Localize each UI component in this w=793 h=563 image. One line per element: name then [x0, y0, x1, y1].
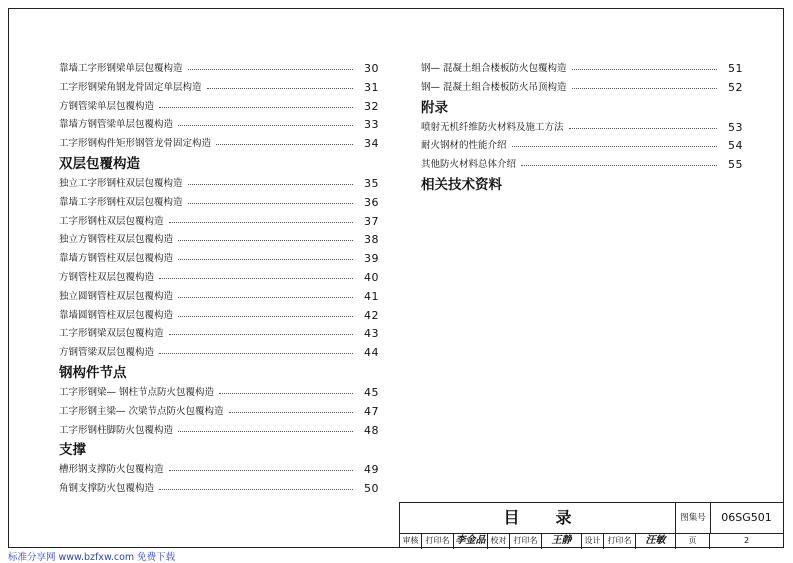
section-heading: 附录 — [421, 99, 448, 116]
design-label: 设计 — [582, 533, 604, 549]
toc-entry-page: 42 — [364, 308, 379, 322]
dot-leader — [572, 79, 717, 89]
toc-entry-title: 工字形钢柱双层包覆构造 — [59, 213, 167, 232]
title-block-signature-row — [400, 533, 783, 549]
toc-entry-title: 方钢管梁单层包覆构造 — [59, 98, 157, 117]
toc-entry-title: 槽形钢支撑防火包覆构造 — [59, 461, 167, 480]
toc-entry[interactable] — [59, 213, 379, 232]
toc-entry[interactable] — [421, 79, 743, 98]
dot-leader — [219, 384, 353, 394]
toc-entry[interactable] — [421, 156, 743, 175]
toc-entry-title: 靠墙方钢管梁单层包覆构造 — [59, 116, 176, 135]
dot-leader — [229, 403, 353, 413]
toc-entry-page: 35 — [364, 176, 379, 190]
toc-entry-title: 工字形钢主梁— 次梁节点防火包覆构造 — [59, 403, 227, 422]
toc-entry-title: 钢— 混凝土组合楼板防火吊顶构造 — [421, 79, 570, 98]
dot-leader — [178, 116, 353, 126]
toc-entry-page: 40 — [364, 270, 379, 284]
toc-entry-page: 32 — [364, 99, 379, 113]
toc-entry[interactable] — [59, 250, 379, 269]
toc-entry[interactable] — [421, 60, 743, 79]
toc-entry-title: 钢— 混凝土组合楼板防火包覆构造 — [421, 60, 570, 79]
toc-entry-title: 工字形钢梁双层包覆构造 — [59, 325, 167, 344]
toc-entry-page: 39 — [364, 252, 379, 266]
check-label: 校对 — [488, 533, 510, 549]
toc-entry[interactable] — [421, 119, 743, 138]
toc-entry-page: 44 — [364, 346, 379, 360]
dot-leader — [188, 60, 353, 70]
toc-entry-page: 53 — [728, 120, 743, 134]
toc-entry[interactable] — [59, 461, 379, 480]
toc-entry-title: 独立圆钢管柱双层包覆构造 — [59, 288, 176, 307]
dot-leader — [178, 250, 353, 260]
toc-entry[interactable] — [59, 403, 379, 422]
toc-entry-page: 54 — [728, 139, 743, 153]
toc-entry-title: 其他防火材料总体介绍 — [421, 156, 519, 175]
toc-entry[interactable] — [421, 137, 743, 156]
toc-entry[interactable] — [59, 288, 379, 307]
toc-entry-page: 55 — [728, 158, 743, 172]
toc-entry-page: 41 — [364, 289, 379, 303]
dot-leader — [188, 175, 353, 185]
toc-entry-title: 角钢支撑防火包覆构造 — [59, 480, 157, 499]
toc-entry-page: 49 — [364, 463, 379, 477]
footer-watermark[interactable]: 标准分享网 www.bzfxw.com 免费下载 — [8, 552, 176, 563]
review-print-name: 打印名 — [422, 533, 454, 549]
toc-entry[interactable] — [59, 344, 379, 363]
atlas-number-label: 图集号 — [676, 503, 711, 533]
toc-entry-page: 34 — [364, 137, 379, 151]
toc-entry-page: 36 — [364, 195, 379, 209]
toc-entry-page: 43 — [364, 327, 379, 341]
toc-entry-page: 37 — [364, 214, 379, 228]
toc-entry-title: 靠墙工字形钢柱双层包覆构造 — [59, 194, 186, 213]
toc-left-column — [59, 60, 379, 499]
section-heading: 支撑 — [59, 442, 86, 459]
toc-entry[interactable] — [59, 325, 379, 344]
dot-leader — [178, 231, 353, 241]
toc-entry-page: 31 — [364, 80, 379, 94]
toc-entry-page: 33 — [364, 118, 379, 132]
dot-leader — [178, 288, 353, 298]
toc-entry-page: 47 — [364, 404, 379, 418]
toc-entry-page: 48 — [364, 423, 379, 437]
toc-entry[interactable] — [59, 480, 379, 499]
toc-entry[interactable] — [59, 60, 379, 79]
toc-entry[interactable] — [59, 194, 379, 213]
toc-entry-title: 喷射无机纤维防火材料及施工方法 — [421, 119, 567, 138]
toc-entry[interactable] — [59, 422, 379, 441]
toc-entry[interactable] — [59, 79, 379, 98]
toc-right-column — [421, 60, 743, 196]
dot-leader — [178, 422, 353, 432]
toc-entry[interactable] — [59, 98, 379, 117]
toc-entry-title: 耐火钢材的性能介绍 — [421, 137, 510, 156]
dot-leader — [207, 79, 353, 89]
toc-entry[interactable] — [59, 175, 379, 194]
toc-entry-title: 靠墙工字形钢梁单层包覆构造 — [59, 60, 186, 79]
dot-leader — [512, 137, 717, 147]
dot-leader — [169, 213, 353, 223]
atlas-number: 06SG501 — [721, 511, 772, 524]
toc-entry-title: 靠墙圆钢管柱双层包覆构造 — [59, 307, 176, 326]
dot-leader — [188, 194, 353, 204]
dot-leader — [572, 60, 717, 70]
title-block-top-row — [400, 503, 783, 534]
dot-leader — [169, 461, 353, 471]
page-label: 页 — [676, 533, 710, 549]
section-heading: 钢构件节点 — [59, 364, 127, 381]
toc-entry-title: 工字形钢构件矩形钢管龙骨固定构造 — [59, 135, 214, 154]
toc-entry[interactable] — [59, 116, 379, 135]
toc-entry-title: 工字形钢梁角钢龙骨固定单层构造 — [59, 79, 205, 98]
dot-leader — [159, 480, 353, 490]
toc-entry-page: 51 — [728, 62, 743, 75]
dot-leader — [569, 119, 717, 129]
page-number: 2 — [743, 536, 750, 545]
dot-leader — [178, 307, 353, 317]
toc-entry-page: 30 — [364, 62, 379, 75]
check-signature: 王静 — [542, 533, 582, 549]
design-signature: 汪敏 — [636, 533, 676, 549]
toc-entry-title: 靠墙方钢管柱双层包覆构造 — [59, 250, 176, 269]
title-block — [399, 502, 784, 548]
check-print-name: 打印名 — [510, 533, 542, 549]
section-heading: 双层包覆构造 — [59, 155, 140, 172]
dot-leader — [216, 135, 353, 145]
toc-entry-title: 独立工字形钢柱双层包覆构造 — [59, 175, 186, 194]
toc-entry-title: 工字形钢梁— 钢柱节点防火包覆构造 — [59, 384, 217, 403]
toc-entry[interactable] — [59, 231, 379, 250]
toc-entry[interactable] — [59, 135, 379, 154]
section-heading: 相关技术资料 — [421, 176, 502, 193]
toc-entry-title: 方钢管梁双层包覆构造 — [59, 344, 157, 363]
review-label: 审核 — [400, 533, 422, 549]
dot-leader — [159, 344, 353, 354]
dot-leader — [159, 269, 353, 279]
toc-entry-title: 方钢管柱双层包覆构造 — [59, 269, 157, 288]
toc-entry-page: 38 — [364, 233, 379, 247]
toc-entry[interactable] — [59, 384, 379, 403]
dot-leader — [169, 325, 353, 335]
toc-entry-page: 52 — [728, 80, 743, 94]
toc-entry[interactable] — [59, 269, 379, 288]
design-print-name: 打印名 — [604, 533, 636, 549]
dot-leader — [521, 156, 717, 166]
toc-entry-title: 工字形钢柱脚防火包覆构造 — [59, 422, 176, 441]
dot-leader — [159, 98, 353, 108]
toc-entry-page: 45 — [364, 385, 379, 399]
toc-entry-title: 独立方钢管柱双层包覆构造 — [59, 231, 176, 250]
review-signature: 李金品 — [454, 533, 488, 549]
page-title: 目录 — [400, 503, 676, 533]
toc-entry-page: 50 — [364, 482, 379, 496]
toc-entry[interactable] — [59, 307, 379, 326]
